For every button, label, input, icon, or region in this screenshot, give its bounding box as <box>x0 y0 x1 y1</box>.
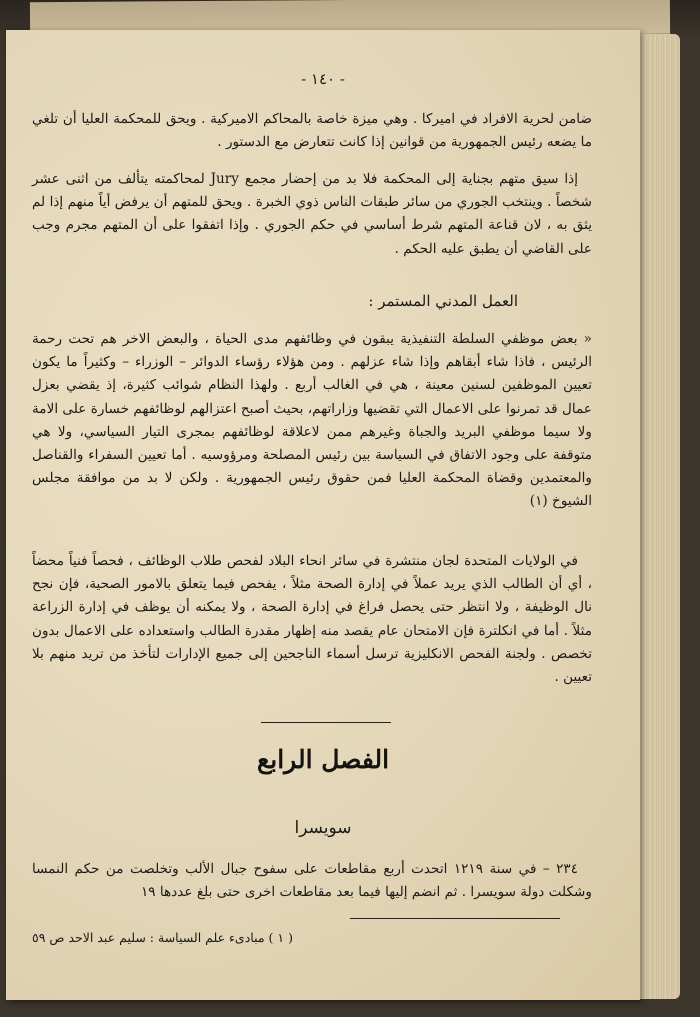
paragraph-text: إذا سيق متهم بجناية إلى المحكمة فلا بد من إحضار مجمع Jury لمحاكمته يتألف من اثنى عشر شخصاً . وينتخب الجوري من سائر طبقات الناس ذوي الخبرة . ويحق للمتهم أن يرفض أياً منهم إذا لم يثق به ، لان قناعة المتهم شرط أساسي في حكم الجوري . وإذا اتفقوا على أن المتهم مجرم وجب على القاضي أن يطبق عليه الحكم . <box>32 171 592 257</box>
chapter-title: الفصل الرابع <box>256 745 390 774</box>
paragraph-text: في الولايات المتحدة لجان منتشرة في سائر انحاء البلاد لفحص طلاب الوظائف ، فحصاً فنياً محضاً ، أي أن الطالب الذي يريد عملاً في إدارة الصحة مثلاً ، يفحص فيما يتعلق بالامور الصحية، فإن نجح نال الوظيفة ، ولا انتظر حتى يحصل فراغ في إدارة الصحة ، ولا يمكنه أن يوظف في إدارة الزراعة مثلاً . أما في انكلترة فإن الامتحان عام يقصد منه إظهار مقدرة الطالب واستعداده على الاعمال بدون تخصص . ولجنة الفحص الانكليزية ترسل أسماء الناجحين إلى جميع الإدارات لتأخذ من تريد منهم بلا تعيين . <box>32 553 592 686</box>
paragraph-text: ضامن لحرية الافراد في اميركا . وهي ميزة خاصة بالمحاكم الاميركية . ويحق للمحكمة العليا أن تلغي ما يضعه رئيس الجمهورية من قوانين إذا كانت تتعارض مع الدستور . <box>32 111 592 151</box>
heading-civil-service: العمل المدني المستمر : <box>368 292 518 310</box>
page-number: - ١٤٠ - <box>301 70 345 88</box>
paragraph-text: ٢٣٤ – في سنة ١٢١٩ اتحدت أربع مقاطعات على سفوح جبال الألب وتخلصت من حكم النمسا وشكلت دولة سويسرا . ثم انضم إليها فيما بعد مقاطعات اخرى حتى بلغ عددها ١٩ <box>32 861 592 901</box>
section-title: سويسرا <box>294 818 352 838</box>
paragraph-jury <box>32 168 592 261</box>
footnote-divider <box>350 918 560 919</box>
quoted-paragraph <box>32 328 592 514</box>
paragraph-text: « بعض موظفي السلطة التنفيذية يبقون في وظائفهم مدى الحياة ، والبعض الاخر هم تحت رحمة الرئيس ، فاذا شاء أبقاهم وإذا شاء عزلهم . ومن هؤلاء رؤساء الدوائر – الوزراء – وكثيراً ما يكون تعيين الموظفين لسنين معينة ، هي في الغالب أربع . ولهذا النظام شوائب كثيرة، إذ يقضي بعزل عمال قد تمرنوا على الاعمال التي تقضيها وزاراتهم، بحيث أصبح اعتزالهم لوظائفهم خسارة على الامة ولا سيما موظفي البريد والجباة وغيرهم ممن لاعلاقة لوظائفهم بمجرى التيار السياسي، ولا هي متوقفة على وجود الاتفاق في السياسة بين رئيس المصلحة ومرؤوسيه . أما تعيين السفراء والقناصل والمعتمدين وقضاة المحكمة العليا فمن حقوق رئيس الجمهورية . ولكن لا بد من موافقة مجلس الشيوخ (١) <box>32 331 592 510</box>
section-divider <box>261 722 391 723</box>
book-page <box>6 30 640 1000</box>
paragraph-civil-exams <box>32 550 592 689</box>
paragraph-american-courts <box>32 108 592 154</box>
footnote: ( ١ ) مبادىء علم السياسة : سليم عبد الاحد ص ٥٩ <box>32 930 293 945</box>
paragraph-switzerland <box>32 858 592 904</box>
